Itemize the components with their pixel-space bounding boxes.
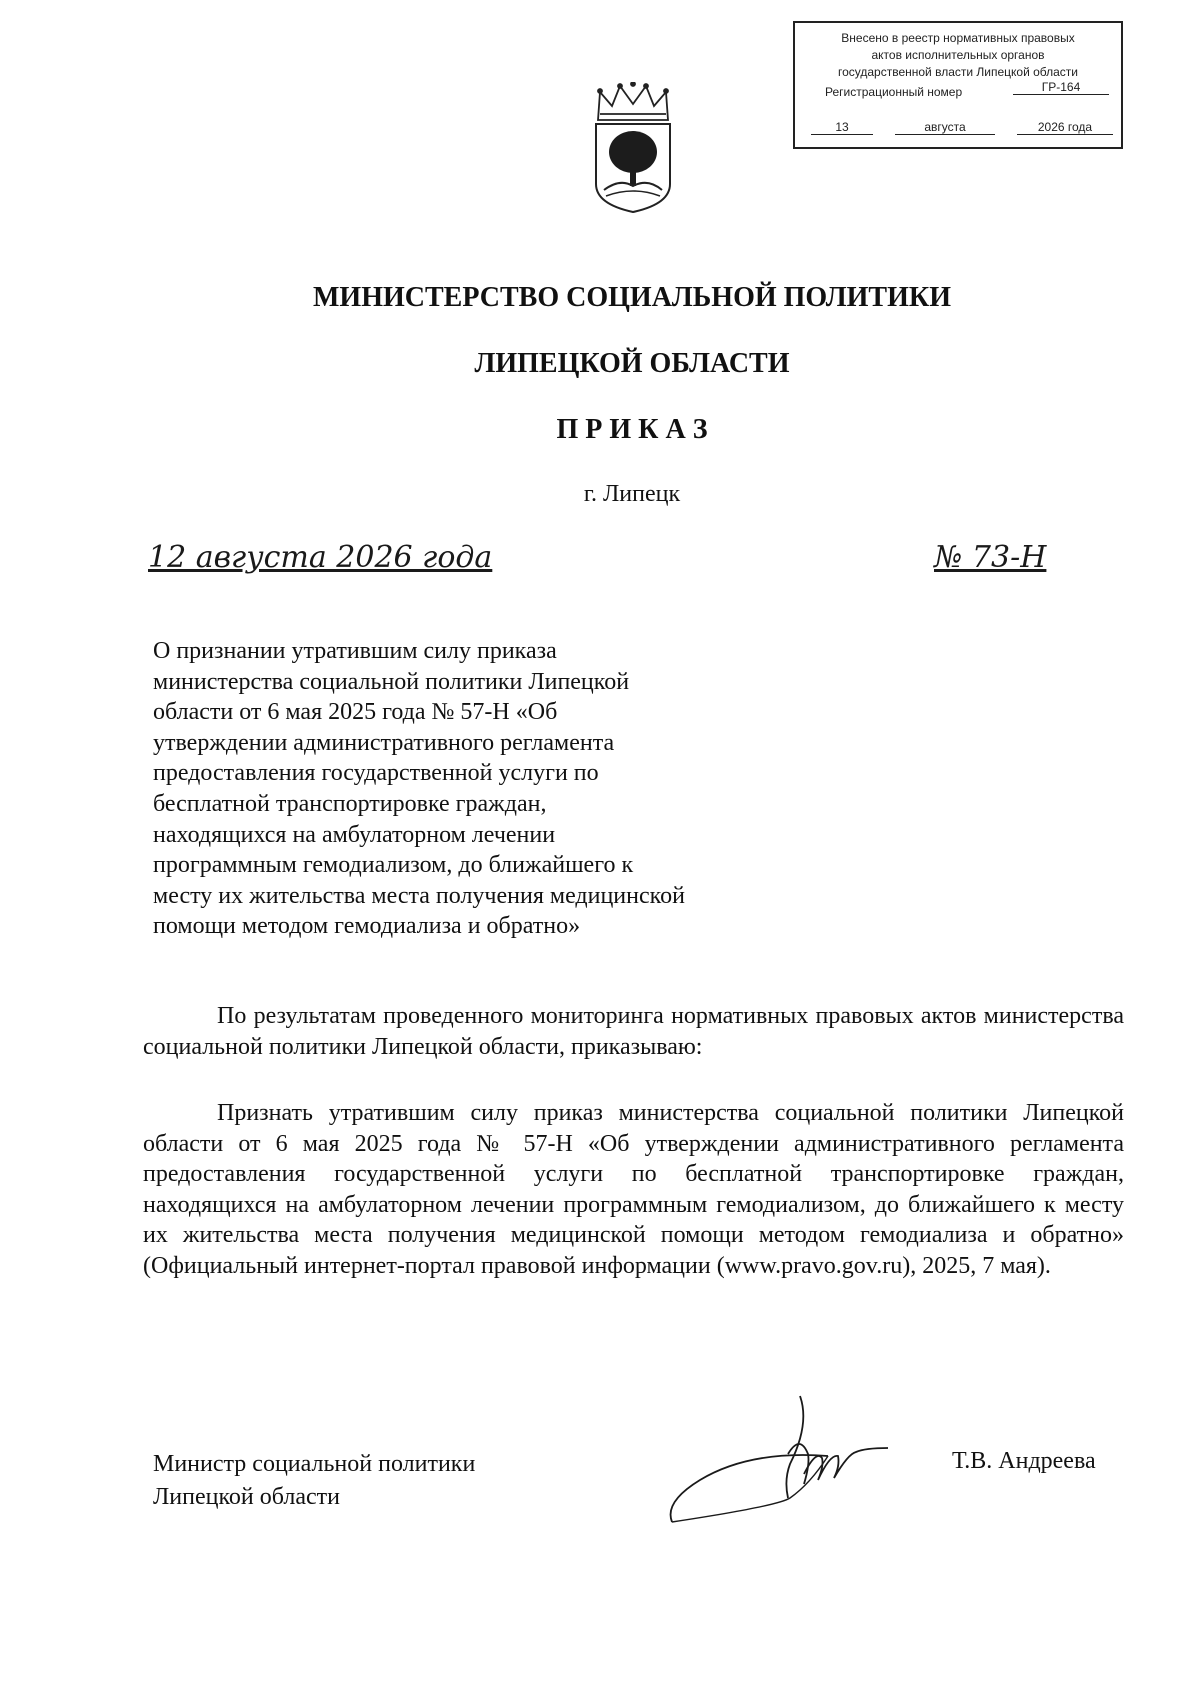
registry-year: 2026 года: [1017, 120, 1113, 135]
preamble-paragraph: [143, 1001, 1124, 1062]
subject-line: месту их жительства места получения медицинской: [153, 882, 685, 909]
signatory-position: [153, 1448, 475, 1514]
order-paragraph: [143, 1098, 1124, 1281]
lipetsk-coat-of-arms-icon: [590, 82, 676, 214]
subject-line: О признании утратившим силу приказа: [153, 638, 557, 664]
subject-line: области от 6 мая 2025 года № 57-Н «Об: [153, 699, 558, 726]
registry-number-value: ГР-164: [1013, 80, 1109, 95]
subject-line: предоставления государственной услуги по: [153, 760, 599, 787]
subject-line: утверждении административного регламента: [153, 729, 615, 756]
subject-line: находящихся на амбулаторном лечении: [153, 821, 556, 848]
order-number-handwritten: № 73-Н: [934, 540, 1047, 575]
registry-stamp-line1: Внесено в реестр нормативных правовых: [841, 31, 1075, 45]
order-subject: [153, 636, 813, 942]
preamble-text: По результатам проведенного мониторинга нормативных правовых актов министерства социальной политики Липецкой области, приказываю:: [143, 1003, 1124, 1060]
order-date-handwritten: 12 августа 2026 года: [148, 540, 493, 575]
handwritten-signature: [660, 1394, 900, 1534]
city: г. Липецк: [583, 481, 681, 507]
subject-line: помощи методом гемодиализа и обратно»: [153, 913, 581, 940]
signatory-position-line1: Министр социальной политики: [153, 1451, 476, 1477]
ministry-title-line2: ЛИПЕЦКОЙ ОБЛАСТИ: [474, 348, 790, 379]
crown-icon: [598, 82, 668, 120]
tree-icon: [604, 131, 662, 196]
signatory-position-line2: Липецкой области: [153, 1484, 340, 1510]
registry-day: 13: [811, 120, 873, 135]
registry-month: августа: [895, 120, 995, 135]
ministry-title-line1: МИНИСТЕРСТВО СОЦИАЛЬНОЙ ПОЛИТИКИ: [313, 282, 951, 313]
registry-stamp: [793, 21, 1123, 149]
subject-line: программным гемодиализом, до ближайшего к: [153, 852, 634, 879]
registry-number-label: Регистрационный номер: [825, 85, 963, 99]
subject-line: бесплатной транспортировке граждан,: [153, 790, 547, 817]
order-text: Признать утратившим силу приказ министерства социальной политики Липецкой области от 6 мая 2025 года № 57-Н «Об утверждении административного регламента предоставления государственной услуги по бесплатной транспортировке граждан, находящихся на амбулаторном лечении программным гемодиализом, до ближайшего к месту их жительства места получения медицинской помощи методом гемодиализа и обратно» (Официальный интернет-портал правовой информации (www.pravo.gov.ru), 2025, 7 мая).: [143, 1100, 1124, 1279]
registry-stamp-line3: государственной власти Липецкой области: [837, 65, 1079, 79]
document-type: П Р И К А З: [556, 414, 708, 445]
signatory-name: Т.В. Андреева: [952, 1448, 1096, 1474]
subject-line: министерства социальной политики Липецкой: [153, 668, 630, 695]
registry-stamp-line2: актов исполнительных органов: [871, 48, 1045, 62]
